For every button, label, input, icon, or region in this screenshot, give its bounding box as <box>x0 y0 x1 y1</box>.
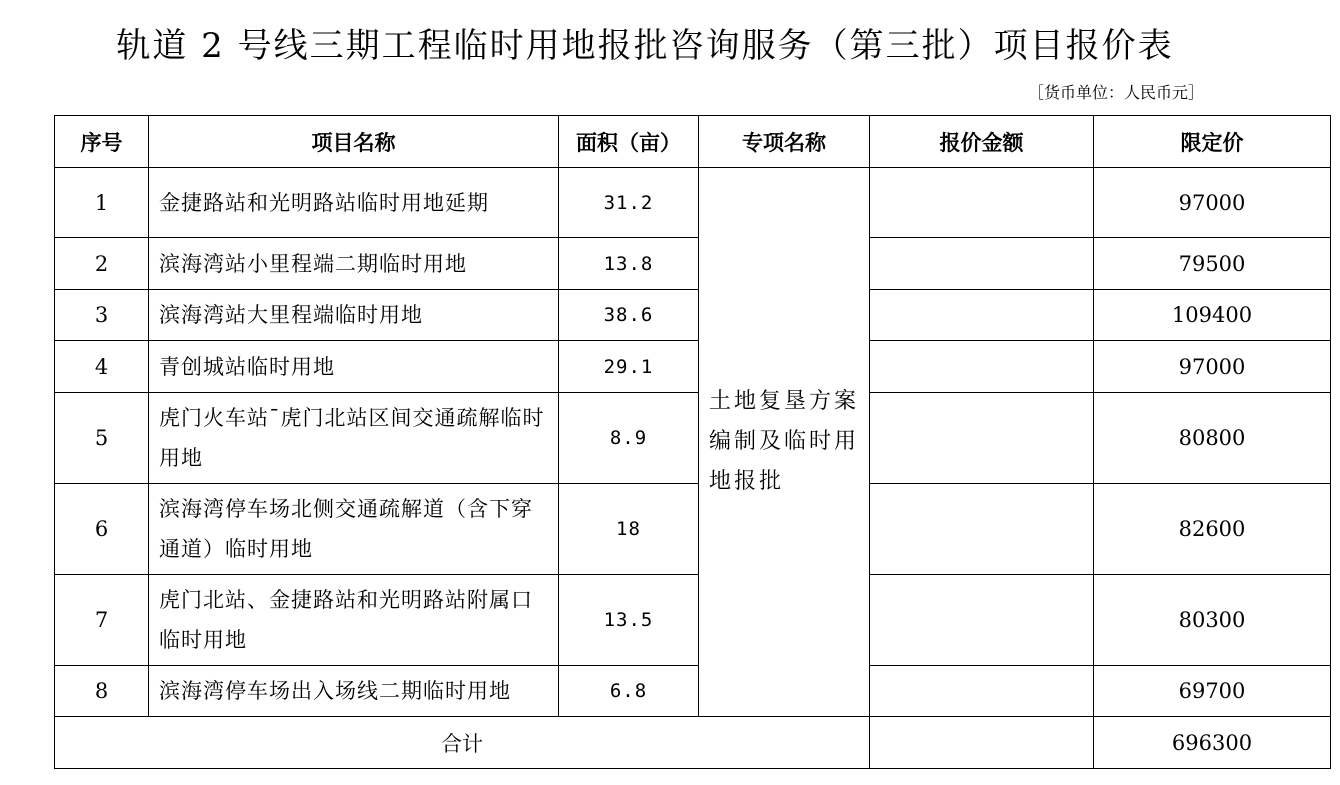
total-label: 合计 <box>55 717 870 769</box>
total-limit: 696300 <box>1094 717 1331 769</box>
row-limit: 97000 <box>1094 168 1331 238</box>
row-name: 青创城站临时用地 <box>149 341 559 393</box>
row-area: 31.2 <box>559 168 699 238</box>
table-row <box>55 341 1331 393</box>
table-header-row <box>55 116 1331 168</box>
table-row <box>55 484 1331 575</box>
row-area: 8.9 <box>559 393 699 484</box>
quote-table <box>54 115 1331 769</box>
total-quote[interactable] <box>870 717 1094 769</box>
row-quote[interactable] <box>870 341 1094 393</box>
row-quote[interactable] <box>870 238 1094 290</box>
row-area: 29.1 <box>559 341 699 393</box>
row-name: 滨海湾停车场出入场线二期临时用地 <box>149 666 559 717</box>
row-limit: 80800 <box>1094 393 1331 484</box>
row-seq: 3 <box>55 290 149 341</box>
row-limit: 109400 <box>1094 290 1331 341</box>
row-seq: 5 <box>55 393 149 484</box>
header-special: 专项名称 <box>699 116 870 168</box>
page-title: 轨道 2 号线三期工程临时用地报批咨询服务（第三批）项目报价表 <box>116 26 1174 66</box>
header-limit: 限定价 <box>1094 116 1331 168</box>
table-row <box>55 666 1331 717</box>
row-name: 金捷路站和光明路站临时用地延期 <box>149 168 559 238</box>
total-row <box>55 717 1331 769</box>
row-limit: 79500 <box>1094 238 1331 290</box>
row-quote[interactable] <box>870 393 1094 484</box>
row-quote[interactable] <box>870 290 1094 341</box>
row-seq: 1 <box>55 168 149 238</box>
row-name: 虎门北站、金捷路站和光明路站附属口临时用地 <box>149 575 559 666</box>
table-row <box>55 575 1331 666</box>
row-quote[interactable] <box>870 484 1094 575</box>
table-row <box>55 393 1331 484</box>
row-area: 13.5 <box>559 575 699 666</box>
row-area: 38.6 <box>559 290 699 341</box>
row-name: 滨海湾停车场北侧交通疏解道（含下穿通道）临时用地 <box>149 484 559 575</box>
row-quote[interactable] <box>870 666 1094 717</box>
row-seq: 8 <box>55 666 149 717</box>
header-quote: 报价金额 <box>870 116 1094 168</box>
row-quote[interactable] <box>870 168 1094 238</box>
table-row <box>55 290 1331 341</box>
row-area: 18 <box>559 484 699 575</box>
table-row <box>55 168 1331 238</box>
row-quote[interactable] <box>870 575 1094 666</box>
header-seq: 序号 <box>55 116 149 168</box>
row-seq: 2 <box>55 238 149 290</box>
row-name: 虎门火车站¯虎门北站区间交通疏解临时用地 <box>149 393 559 484</box>
header-name: 项目名称 <box>149 116 559 168</box>
row-seq: 4 <box>55 341 149 393</box>
row-seq: 7 <box>55 575 149 666</box>
row-name: 滨海湾站小里程端二期临时用地 <box>149 238 559 290</box>
row-limit: 69700 <box>1094 666 1331 717</box>
currency-unit-note: ［货币单位：人民币元］ <box>1027 83 1204 102</box>
table-row <box>55 238 1331 290</box>
row-name: 滨海湾站大里程端临时用地 <box>149 290 559 341</box>
row-seq: 6 <box>55 484 149 575</box>
row-limit: 82600 <box>1094 484 1331 575</box>
row-area: 6.8 <box>559 666 699 717</box>
row-limit: 97000 <box>1094 341 1331 393</box>
header-area: 面积（亩） <box>559 116 699 168</box>
row-limit: 80300 <box>1094 575 1331 666</box>
special-item-cell: 土地复垦方案编制及临时用地报批 <box>699 168 870 717</box>
row-area: 13.8 <box>559 238 699 290</box>
